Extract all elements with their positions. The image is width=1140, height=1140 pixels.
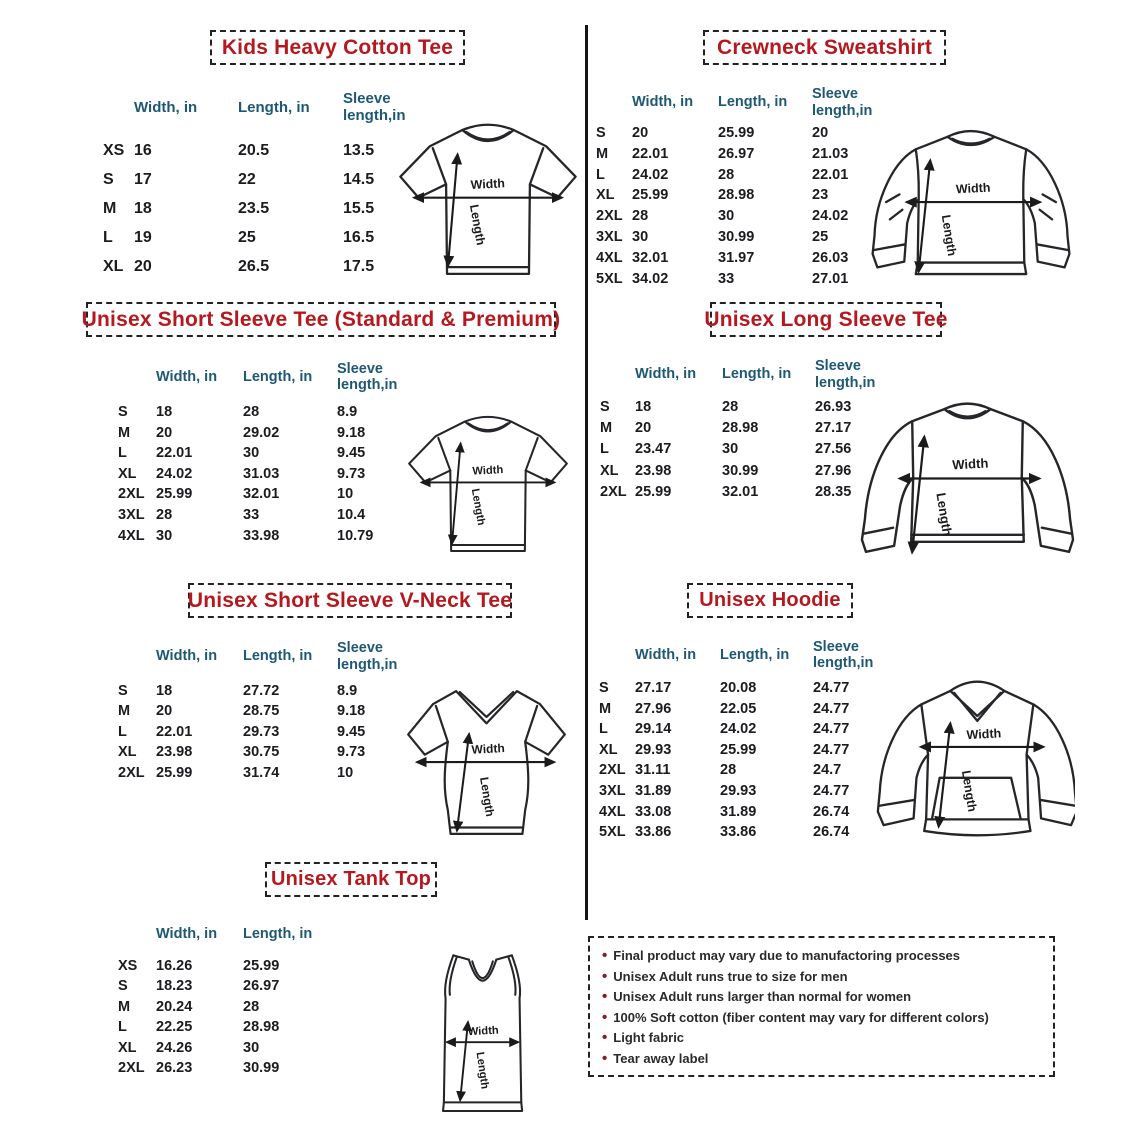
section-title-kids-tee	[210, 30, 465, 65]
column-header: Length, in	[238, 98, 310, 116]
value-cell: 8.9	[337, 683, 358, 699]
size-table-vneck	[118, 632, 409, 783]
value-cell: 33	[243, 506, 260, 523]
value-cell: 24.77	[813, 741, 850, 758]
value-cell: 30	[156, 527, 173, 544]
size-cell: XL	[599, 741, 618, 758]
value-cell: 28	[720, 762, 737, 779]
value-cell: 10	[337, 486, 354, 503]
length-arrow	[919, 161, 931, 271]
value-cell: 24.02	[632, 166, 669, 183]
sleeve-seam	[912, 421, 913, 477]
section-title-text: Unisex Long Sleeve Tee	[704, 307, 948, 331]
value-cell: 25.99	[635, 483, 672, 500]
value-cell: 9.73	[337, 744, 366, 761]
value-cell: 20	[812, 125, 829, 141]
value-cell: 26.74	[813, 824, 850, 841]
value-cell: 34.02	[632, 270, 669, 287]
cuff-line	[1037, 244, 1069, 250]
value-cell: 33	[718, 270, 735, 287]
section-title-text: Unisex Tank Top	[270, 868, 432, 890]
column-header: Sleeve length,in	[812, 86, 873, 119]
size-cell: L	[118, 723, 127, 740]
value-cell: 28	[243, 998, 260, 1015]
value-cell: 31.89	[720, 803, 757, 820]
length-arrow	[460, 1022, 468, 1099]
value-cell: 30	[722, 441, 739, 458]
cuff-line	[1041, 800, 1075, 806]
size-cell: 4XL	[118, 527, 145, 544]
size-cell: 5XL	[599, 824, 626, 841]
size-cell: XL	[118, 1039, 137, 1056]
size-cell: S	[600, 399, 610, 415]
length-arrow	[939, 724, 951, 826]
value-cell: 31.74	[243, 764, 280, 781]
size-cell: L	[118, 445, 127, 462]
size-cell: 2XL	[596, 208, 623, 225]
cuff-line	[1042, 528, 1072, 534]
value-cell: 25.99	[718, 125, 755, 141]
tank-top-diagram	[417, 945, 549, 1117]
value-cell: 25.99	[632, 187, 669, 204]
garment-outline	[873, 131, 1070, 267]
column-header: Length, in	[718, 94, 788, 111]
column-header: Length, in	[720, 646, 790, 663]
section-title-short-sleeve	[81, 302, 561, 337]
table-corner-spacer	[103, 80, 134, 136]
value-cell: 10	[337, 764, 354, 781]
value-cell: 31.97	[718, 249, 755, 266]
value-cell: 25.99	[720, 741, 757, 758]
value-cell: 26.93	[815, 399, 852, 415]
value-cell: 27.01	[812, 270, 849, 287]
sleeve-seam	[438, 438, 450, 471]
size-cell: M	[600, 420, 613, 437]
value-cell: 26.97	[243, 978, 280, 995]
value-cell: 23.5	[238, 200, 270, 217]
value-cell: 14.5	[343, 171, 375, 188]
size-cell: XL	[103, 258, 124, 275]
width-label: Width	[471, 741, 506, 757]
value-cell: 28	[156, 506, 173, 523]
value-cell: 30.75	[243, 744, 280, 761]
cuff-line	[879, 800, 914, 806]
width-label: Width	[966, 726, 1002, 743]
sleeve-seam	[1022, 421, 1023, 477]
value-cell: 28.98	[722, 420, 759, 437]
size-cell: L	[596, 166, 605, 183]
product-notes-list	[602, 946, 1041, 1069]
size-cell: 3XL	[118, 506, 145, 523]
value-cell: 8.9	[337, 404, 358, 420]
column-header: Width, in	[156, 648, 218, 665]
cuff-line	[863, 528, 893, 534]
value-cell: 27.96	[815, 462, 852, 479]
value-cell: 32.01	[632, 249, 669, 266]
value-cell: 19	[134, 229, 152, 246]
value-cell: 10.4	[337, 506, 366, 523]
note-item: • Unisex Adult runs true to size for men	[602, 967, 1041, 988]
value-cell: 18.23	[156, 978, 193, 995]
value-cell: 26.74	[813, 803, 850, 820]
size-cell: M	[118, 703, 131, 720]
section-title-text: Unisex Short Sleeve V-Neck Tee	[187, 588, 513, 612]
value-cell: 26.23	[156, 1059, 193, 1076]
length-arrow	[457, 734, 469, 830]
column-header: Length, in	[243, 925, 313, 942]
sleeve-crease	[886, 194, 899, 202]
size-cell: M	[599, 700, 612, 717]
section-title-crewneck	[703, 30, 946, 65]
length-label: Length	[477, 776, 498, 818]
value-cell: 16.26	[156, 958, 193, 974]
hem-band	[443, 1102, 522, 1111]
length-label: Length	[938, 213, 960, 258]
size-cell: 2XL	[599, 762, 626, 779]
length-label: Length	[468, 487, 488, 527]
value-cell: 16	[134, 142, 152, 159]
value-cell: 24.77	[813, 680, 850, 696]
length-label: Length	[466, 203, 488, 247]
table-corner-spacer	[600, 352, 635, 397]
value-cell: 22.01	[156, 445, 193, 462]
size-cell: 4XL	[599, 803, 626, 820]
value-cell: 23	[812, 187, 829, 204]
size-cell: XL	[600, 462, 619, 479]
sleeve-seam	[526, 438, 538, 471]
size-cell: L	[118, 1019, 127, 1036]
product-notes-box	[588, 936, 1055, 1077]
value-cell: 20	[632, 125, 649, 141]
value-cell: 25.99	[156, 764, 193, 781]
value-cell: 25	[812, 228, 829, 245]
value-cell: 10.79	[337, 527, 374, 544]
value-cell: 32.01	[722, 483, 759, 500]
value-cell: 28.35	[815, 483, 852, 500]
short-sleeve-tee-diagram	[398, 396, 578, 574]
column-header: Width, in	[156, 925, 218, 942]
size-cell: 3XL	[599, 782, 626, 799]
section-title-vneck	[188, 583, 512, 618]
value-cell: 33.98	[243, 527, 280, 544]
value-cell: 20.5	[238, 142, 270, 159]
column-header: Width, in	[632, 94, 694, 111]
section-title-tank-top	[265, 862, 437, 897]
table-corner-spacer	[599, 632, 635, 678]
value-cell: 29.93	[635, 741, 672, 758]
size-cell: M	[596, 145, 609, 162]
value-cell: 18	[156, 683, 173, 699]
value-cell: 9.18	[337, 703, 366, 720]
size-cell: L	[599, 721, 608, 738]
size-cell: L	[600, 441, 609, 458]
size-cell: S	[103, 171, 114, 188]
value-cell: 18	[156, 404, 173, 420]
value-cell: 32.01	[243, 486, 280, 503]
column-header: Width, in	[635, 366, 697, 383]
value-cell: 30.99	[718, 228, 755, 245]
value-cell: 24.77	[813, 721, 850, 738]
section-title-long-sleeve	[704, 302, 948, 337]
value-cell: 29.02	[243, 424, 280, 441]
value-cell: 30	[243, 1039, 260, 1056]
section-title-text: Kids Heavy Cotton Tee	[221, 35, 454, 59]
width-label: Width	[470, 176, 506, 193]
value-cell: 24.02	[812, 208, 849, 225]
value-cell: 26.5	[238, 258, 270, 275]
value-cell: 28	[243, 404, 260, 420]
hood-v-line	[950, 691, 1004, 716]
size-cell: 2XL	[118, 486, 145, 503]
value-cell: 17	[134, 171, 152, 188]
size-cell: 3XL	[596, 228, 623, 245]
value-cell: 30.99	[722, 462, 759, 479]
length-label: Length	[933, 491, 955, 537]
value-cell: 30	[718, 208, 735, 225]
column-header: Sleeve length,in	[337, 360, 398, 393]
value-cell: 29.93	[720, 782, 757, 799]
table-corner-spacer	[596, 82, 632, 123]
length-arrow	[448, 155, 458, 265]
size-cell: 5XL	[596, 270, 623, 287]
value-cell: 28.98	[243, 1019, 280, 1036]
width-label: Width	[472, 464, 504, 478]
value-cell: 26.97	[718, 145, 755, 162]
collar-inner-line	[468, 423, 507, 430]
size-cell: 4XL	[596, 249, 623, 266]
value-cell: 31.03	[243, 465, 280, 482]
sleeve-crease	[890, 210, 902, 220]
size-cell: S	[596, 125, 606, 141]
value-cell: 9.18	[337, 424, 366, 441]
value-cell: 33.86	[720, 824, 757, 841]
value-cell: 20.24	[156, 998, 193, 1015]
note-item: • Final product may vary due to manufactoring processes	[602, 946, 1041, 967]
long-sleeve-tee-diagram	[850, 383, 1090, 579]
size-cell: XS	[118, 958, 138, 974]
width-label: Width	[467, 1024, 500, 1039]
value-cell: 25.99	[156, 486, 193, 503]
column-header: Width, in	[635, 646, 697, 663]
column-header: Length, in	[243, 648, 313, 665]
section-title-hoodie	[687, 583, 853, 618]
column-header: Width, in	[134, 98, 198, 116]
value-cell: 33.86	[635, 824, 672, 841]
tshirt-diagram	[388, 103, 588, 298]
size-cell: 2XL	[600, 483, 627, 500]
value-cell: 29.14	[635, 721, 672, 738]
value-cell: 24.02	[156, 465, 193, 482]
garment-outline	[409, 417, 567, 551]
sweatshirt-diagram	[856, 108, 1086, 300]
hoodie-diagram	[870, 660, 1075, 858]
value-cell: 25	[238, 229, 256, 246]
cuff-line	[874, 244, 906, 250]
column-header: Length, in	[722, 366, 792, 383]
sleeve-crease	[1043, 194, 1056, 202]
value-cell: 18	[635, 399, 652, 415]
garment-outline	[400, 125, 575, 274]
value-cell: 9.45	[337, 445, 366, 462]
sleeve-seam	[1023, 149, 1026, 199]
value-cell: 20.08	[720, 680, 757, 696]
section-title-text: Unisex Short Sleeve Tee (Standard & Premium)	[81, 307, 561, 331]
width-label: Width	[955, 180, 991, 197]
size-cell: M	[103, 200, 117, 217]
column-header: Width, in	[156, 368, 218, 385]
value-cell: 20	[156, 703, 173, 720]
size-cell: L	[103, 229, 113, 246]
value-cell: 22.01	[632, 145, 669, 162]
size-cell: XS	[103, 142, 125, 159]
value-cell: 31.11	[635, 762, 671, 779]
value-cell: 17.5	[343, 258, 375, 275]
value-cell: 23.47	[635, 441, 672, 458]
value-cell: 20	[635, 420, 652, 437]
section-title-text: Unisex Hoodie	[699, 589, 841, 611]
size-table-kids-tee	[103, 80, 423, 281]
column-header: Length, in	[243, 368, 313, 385]
value-cell: 27.72	[243, 683, 280, 699]
size-cell: 2XL	[118, 764, 145, 781]
value-cell: 22.05	[720, 700, 757, 717]
sleeve-seam	[916, 149, 919, 199]
value-cell: 24.02	[720, 721, 757, 738]
collar-inner-line	[466, 132, 510, 140]
section-title-text: Crewneck Sweatshirt	[716, 35, 933, 59]
vneck-tee-diagram	[399, 666, 574, 848]
size-cell: XL	[118, 744, 137, 761]
value-cell: 22.01	[156, 723, 193, 740]
size-cell: S	[118, 683, 128, 699]
value-cell: 24.77	[813, 700, 850, 717]
value-cell: 25.99	[243, 958, 280, 974]
size-cell: XL	[118, 465, 137, 482]
value-cell: 28.75	[243, 703, 280, 720]
sleeve-seam	[436, 706, 448, 742]
size-cell: S	[118, 978, 128, 995]
value-cell: 24.26	[156, 1039, 193, 1056]
note-item: • Unisex Adult runs larger than normal for women	[602, 987, 1041, 1008]
column-header: Sleeve length,in	[337, 640, 398, 673]
value-cell: 28	[632, 208, 649, 225]
size-table-hoodie	[599, 632, 893, 843]
length-arrow	[452, 444, 461, 543]
value-cell: 27.17	[815, 420, 852, 437]
size-cell: M	[118, 424, 131, 441]
size-cell: M	[118, 998, 131, 1015]
value-cell: 20	[134, 258, 152, 275]
value-cell: 23.98	[156, 744, 193, 761]
value-cell: 24.7	[813, 762, 842, 779]
value-cell: 16.5	[343, 229, 375, 246]
value-cell: 28.98	[718, 187, 755, 204]
value-cell: 33.08	[635, 803, 672, 820]
value-cell: 27.56	[815, 441, 852, 458]
note-item: • Tear away label	[602, 1049, 1041, 1070]
value-cell: 30.99	[243, 1059, 280, 1076]
side-seam	[444, 998, 446, 1102]
table-corner-spacer	[118, 632, 156, 681]
side-seam	[520, 998, 522, 1102]
value-cell: 28	[722, 399, 739, 415]
size-cell: S	[599, 680, 609, 696]
value-cell: 9.73	[337, 465, 366, 482]
value-cell: 22.25	[156, 1019, 193, 1036]
value-cell: 28	[718, 166, 735, 183]
hem-band	[916, 263, 1026, 275]
value-cell: 30	[632, 228, 649, 245]
size-table-tank-top	[118, 912, 338, 1078]
value-cell: 24.77	[813, 782, 850, 799]
sleeve-seam	[525, 706, 537, 742]
table-corner-spacer	[118, 912, 156, 956]
column-header: Sleeve length,in	[813, 638, 874, 671]
value-cell: 27.96	[635, 700, 672, 717]
value-cell: 26.03	[812, 249, 849, 266]
value-cell: 30	[243, 445, 260, 462]
column-header: Sleeve length,in	[343, 90, 406, 124]
sleeve-seam	[530, 148, 543, 184]
size-table-crewneck	[596, 82, 892, 289]
size-cell: 2XL	[118, 1059, 145, 1076]
value-cell: 9.45	[337, 723, 366, 740]
value-cell: 29.73	[243, 723, 280, 740]
size-cell: XL	[596, 187, 615, 204]
note-item: • 100% Soft cotton (fiber content may vary for different colors)	[602, 1008, 1041, 1029]
value-cell: 22.01	[812, 166, 849, 183]
value-cell: 31.89	[635, 782, 672, 799]
sleeve-seam	[433, 148, 446, 184]
length-label: Length	[958, 769, 980, 813]
size-cell: S	[118, 404, 128, 420]
value-cell: 21.03	[812, 145, 849, 162]
value-cell: 23.98	[635, 462, 672, 479]
sleeve-crease	[1040, 210, 1052, 220]
value-cell: 18	[134, 200, 152, 217]
value-cell: 13.5	[343, 142, 375, 159]
value-cell: 15.5	[343, 200, 375, 217]
length-label: Length	[473, 1051, 491, 1090]
column-header: Sleeve length,in	[815, 358, 876, 391]
table-corner-spacer	[118, 352, 156, 402]
size-table-short-sleeve	[118, 352, 409, 546]
value-cell: 20	[156, 424, 173, 441]
value-cell: 27.17	[635, 680, 672, 696]
width-label: Width	[951, 455, 989, 473]
value-cell: 22	[238, 171, 256, 188]
note-item: • Light fabric	[602, 1028, 1041, 1049]
